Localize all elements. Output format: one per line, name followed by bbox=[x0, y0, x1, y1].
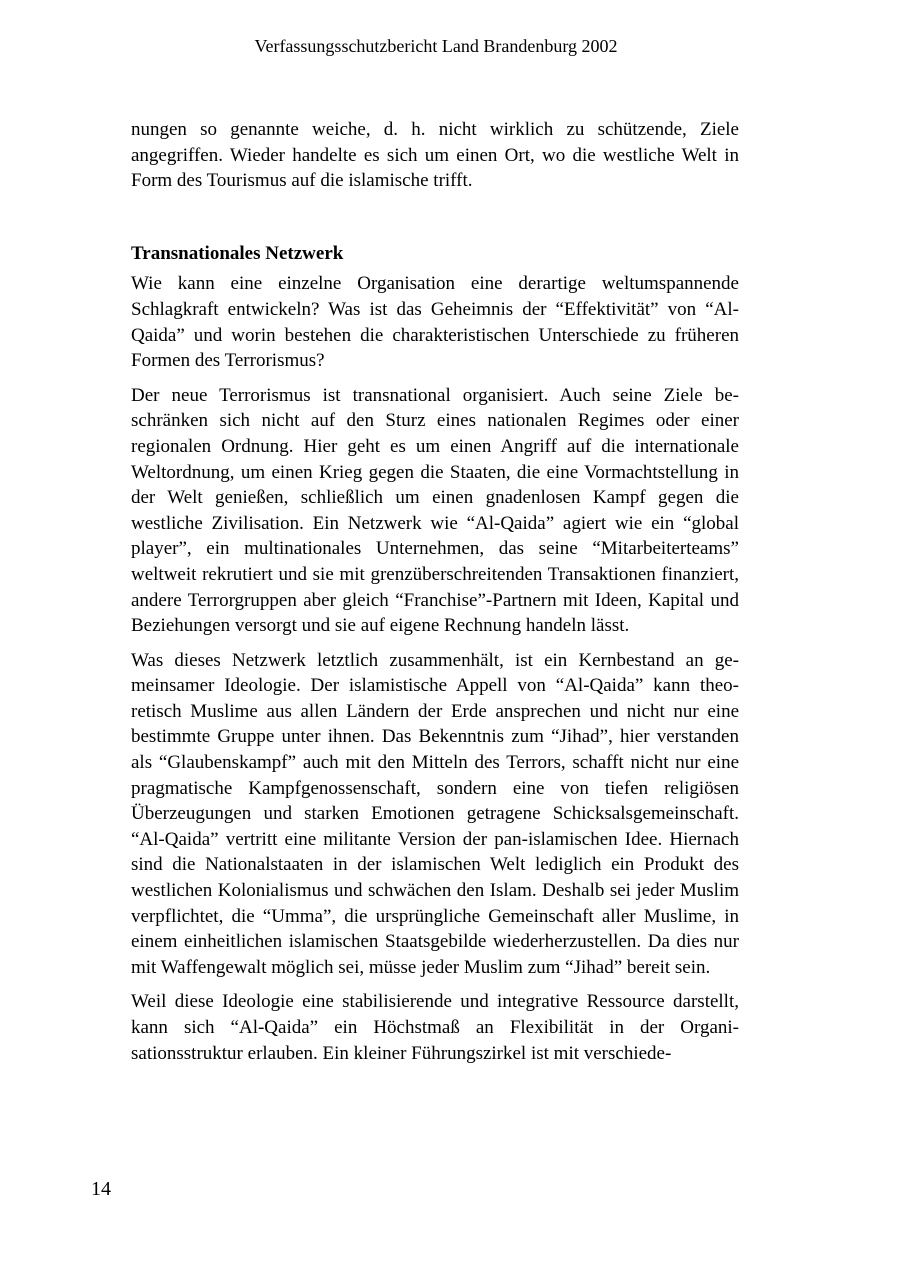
body-paragraph-4: Weil diese Ideologie eine stabilisierende und integrative Ressource darstellt, kann sich “Al-Qaida” ein Höchstmaß an Flexibilität in der Organisationsstruktur erlauben. Ein kleiner Führungszirkel ist mit verschiede- bbox=[131, 991, 739, 1064]
body-paragraph-1: Wie kann eine einzelne Organisation eine derartige weltumspannende Schlagkraft entwickeln? Was ist das Geheimnis der “Effektivität” von “Al-Qaida” und worin bestehen die charakteristischen Unterschiede zu früheren Formen des Terrorismus? bbox=[131, 273, 739, 372]
running-header: Verfassungsschutzbericht Land Brandenburg 2002 bbox=[254, 36, 618, 56]
body-paragraph-3: Was dieses Netzwerk letztlich zusammenhält, ist ein Kernbestand an gemeinsamer Ideologie. Der islamistische Appell von “Al-Qaida” kann theoretisch Muslime aus allen Ländern der Erde ansprechen und nicht nur eine bestimmte Gruppe unter ihnen. Das Bekenntnis zum “Jihad”, hier verstanden als “Glaubenskampf” auch mit den Mitteln des Terrors, schafft nicht nur eine pragmatische Kampfgenossenschaft, sondern eine von tiefen religiösen Überzeugungen und starken Emotionen getragene Schicksalsgemeinschaft. “Al-Qaida” vertritt eine militante Version der pan-islamischen Idee. Hiernach sind die Nationalstaaten in der islamischen Welt lediglich ein Produkt des westlichen Kolonialismus und schwächen den Islam. Deshalb sei jeder Muslim verpflichtet, die “Umma”, die ursprüngliche Gemeinschaft aller Muslime, in einem einheitlichen islamischen Staatsgebilde wiederherzustellen. Da dies nur mit Waffengewalt möglich sei, müsse jeder Muslim zum “Jihad” bereit sein. bbox=[131, 649, 739, 978]
body-paragraph-2: Der neue Terrorismus ist transnational organisiert. Auch seine Ziele beschränken sich nicht auf den Sturz eines nationalen Regimes oder einer regionalen Ordnung. Hier geht es um einen Angriff auf die internationale Weltordnung, um einen Krieg gegen die Staaten, die eine Vormachtstellung in der Welt genießen, schließlich um einen gnadenlosen Kampf gegen die westliche Zivilisation. Ein Netzwerk wie “Al-Qaida” agiert wie ein “global player”, ein multinationales Unternehmen, das seine “Mitarbeiterteams” weltweit rekrutiert und sie mit grenzüberschreitenden Transaktionen finanziert, andere Terrorgruppen aber gleich “Franchise”-Partnern mit Ideen, Kapital und Beziehungen versorgt und sie auf eigene Rechnung handeln lässt. bbox=[131, 384, 739, 637]
intro-paragraph: nungen so genannte weiche, d. h. nicht wirklich zu schützende, Ziele angegriffen. Wieder handelte es sich um einen Ort, wo die westliche Welt in Form des Tourismus auf die islamische trifft. bbox=[131, 119, 739, 192]
page-content bbox=[131, 117, 739, 1066]
page-number: 14 bbox=[91, 1178, 111, 1200]
section-heading: Transnationales Netzwerk bbox=[131, 242, 344, 264]
